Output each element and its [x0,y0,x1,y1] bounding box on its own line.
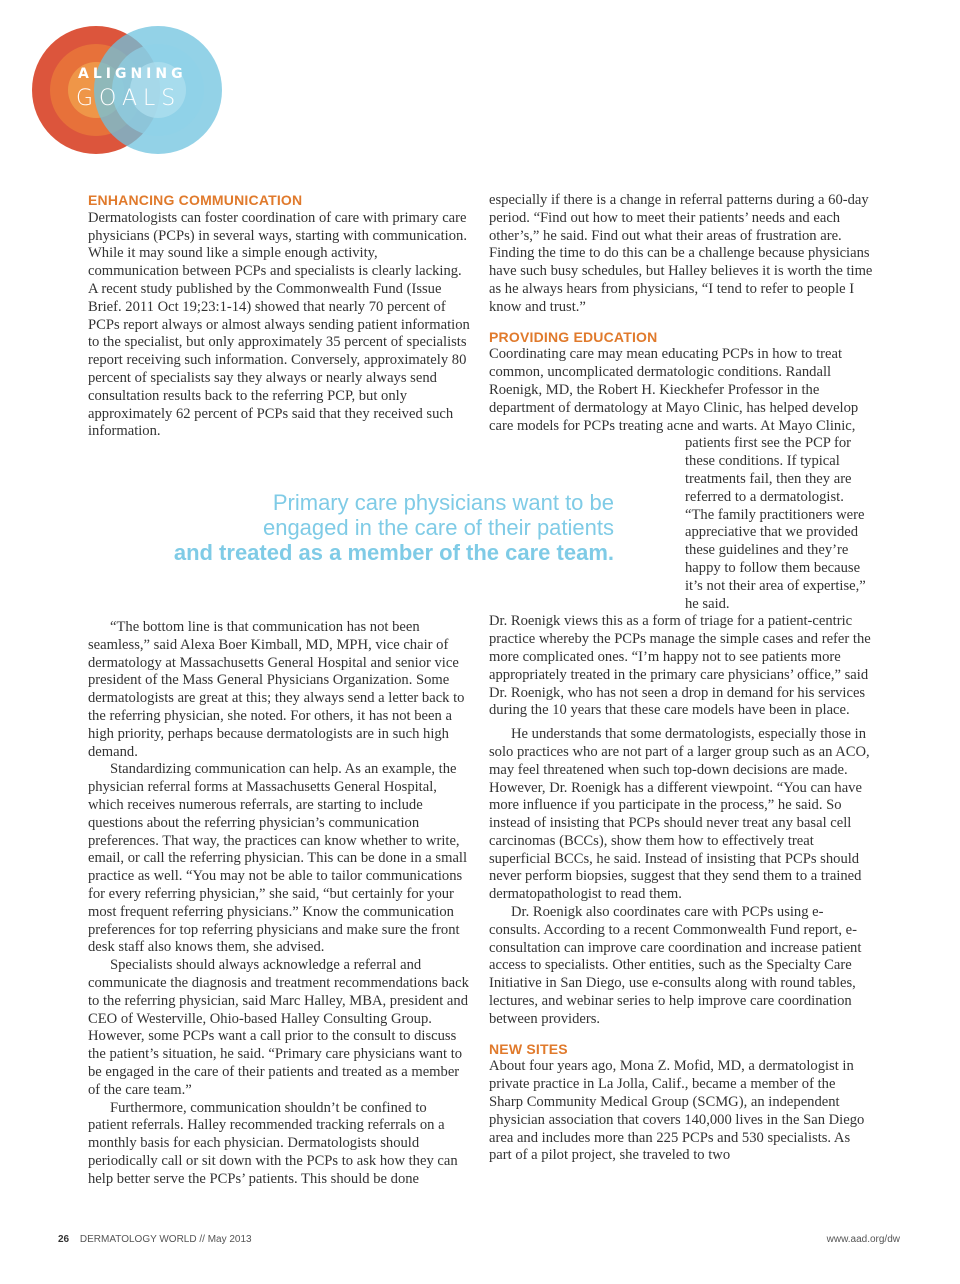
left-column-bottom [88,619,470,1189]
paragraph: Coordinating care may mean educating PCPs in how to treat common, uncomplicated dermatologic conditions. Randall Roenigk, MD, the Robert H. Kieckhefer Professor in the department of dermatology at Mayo Clinic, has helped develop care models for PCPs treating acne and warts. At Mayo Clinic, [489,346,859,434]
heading-providing-education: PROVIDING EDUCATION [489,328,658,345]
right-column [489,192,873,1165]
pull-quote-line3: and treated as a member of the care team. [173,540,614,565]
paragraph: Standardizing communication can help. As an example, the physician referral forms at Massachusetts General Hospital, which receives numerous referrals, are starting to include questions about the referring physician’s communication preferences. That way, the practices can know whether to write, email, or call the referring physician. This can be done in a small practice as well. “You may not be able to tailor communications for every referring physician,” she said, “but certainly for your most frequent referring physicians.” Know the communication preferences for top referring physicians and make sure the front desk staff also knows them, she advised. [88,761,468,956]
footer-left [58,1234,252,1245]
page-number: 26 [58,1234,70,1245]
heading-enhancing-communication: ENHANCING COMMUNICATION [88,192,303,208]
paragraph: Dermatologists can foster coordination of care with primary care physicians (PCPs) in several ways, starting with communication. While it may sound like a simple enough activity, communication between PCPs and specialists is clearly lacking. A recent study published by the Commonwealth Fund (Issue Brief. 2011 Oct 19;23:1-14) showed that nearly 70 percent of PCPs report always or almost always sending patient information to the specialist, but only approximately 35 percent of specialists report receiving such information. Conversely, approximately 80 percent of specialists say they always or nearly always send consultation results back to the referring PCP, but only approximately 62 percent of PCPs said that they received such information. [88,209,470,440]
paragraph: Furthermore, communication shouldn’t be confined to patient referrals. Halley recommended tracking referrals on a monthly basis for each physician. Dermatologists should periodically call or sit down with the PCPs to ask how they can help better serve the PCPs’ patients. This should be done [88,1099,458,1187]
paragraph: He understands that some dermatologists, especially those in solo practices who are not part of a larger group such as an ACO, may feel threatened when such top-down decisions are made. However, Dr. Roenigk has a different viewpoint. “You can have more influence if you participate in the process,” he said. So instead of insisting that PCPs should never treat any basal cell carcinomas (BCCs), show them how to effectively treat superficial BCCs, he said. Instead of insisting that PCPs should never perform biopsies, suggest that they send them to a trained dermatopathologist to read them. [489,726,870,903]
logo-text-line2: GOALS [76,86,182,111]
logo-text-line1: ALIGNING [78,66,187,82]
heading-new-sites: NEW SITES [489,1040,568,1057]
pull-quote-line1: Primary care physicians want to be [272,490,614,515]
paragraph: especially if there is a change in referral patterns during a 60-day period. “Find out how to meet their patients’ needs and each other’s,” he said. Find out what their areas of frustration are. Finding the time to do this can be a challenge because physicians have such busy schedules, but Halley believes it is worth the time as he always hears from physicians, “I tend to refer to people I know and trust.” [489,192,873,315]
paragraph-narrow: patients first see the PCP for these conditions. If typical treatments fail, then they are referred to a dermatologist. “The family practitioners were appreciative that we provided these guidelines and they’re happy to follow them because it’s not their area of expertise,” he said. [685,435,866,612]
pull-quote-line2: engaged in the care of their patients [262,515,614,540]
publication-name: DERMATOLOGY WORLD // May 2013 [79,1234,252,1245]
paragraph: About four years ago, Mona Z. Mofid, MD, a dermatologist in private practice in La Jolla, Calif., became a member of the Sharp Community Medical Group (SCMG), an independent physician association that covers 140,000 lives in the San Diego area and includes more than 225 PCPs and 530 specialists. As part of a pilot project, she traveled to two [489,1058,865,1164]
paragraph: Dr. Roenigk views this as a form of triage for a patient-centric practice whereby the PCPs manage the simple cases and refer the more complicated ones. “I’m happy not to see patients more appropriately treated in the primary care physicians’ office,” said Dr. Roenigk, who has not seen a drop in demand for his services during the 10 years that these care models have been in place. [489,613,871,719]
paragraph: “The bottom line is that communication has not been seamless,” said Alexa Boer Kimball, MD, MPH, vice chair of dermatology at Massachusetts General Hospital and senior vice president of the Mass General Physicians Organization. Some dermatologists are great at this; they always send a letter back to the referring physician, she noted. For others, it has not been a high priority, perhaps because dermatologists are in such high demand. [88,619,465,760]
left-column-top [88,192,470,441]
footer-url[interactable]: www.aad.org/dw [826,1234,900,1245]
paragraph: Specialists should always acknowledge a referral and communicate the diagnosis and treatment recommendations back to the referring physician, said Marc Halley, MBA, president and CEO of Westerville, Ohio-based Halley Consulting Group. However, some PCPs want a call prior to the consult to discuss the patient’s situation, he said. “Primary care physicians want to be engaged in the care of their patients and treated as a member of the care team.” [88,957,469,1098]
paragraph: Dr. Roenigk also coordinates care with PCPs using e-consults. According to a recent Commonwealth Fund report, e-consultation can improve care coordination and increase patient access to specialists. Other entities, such as the Specialty Care Initiative in San Diego, use e-consults along with round tables, lectures, and webinar series to help improve care coordination between providers. [489,904,862,1027]
